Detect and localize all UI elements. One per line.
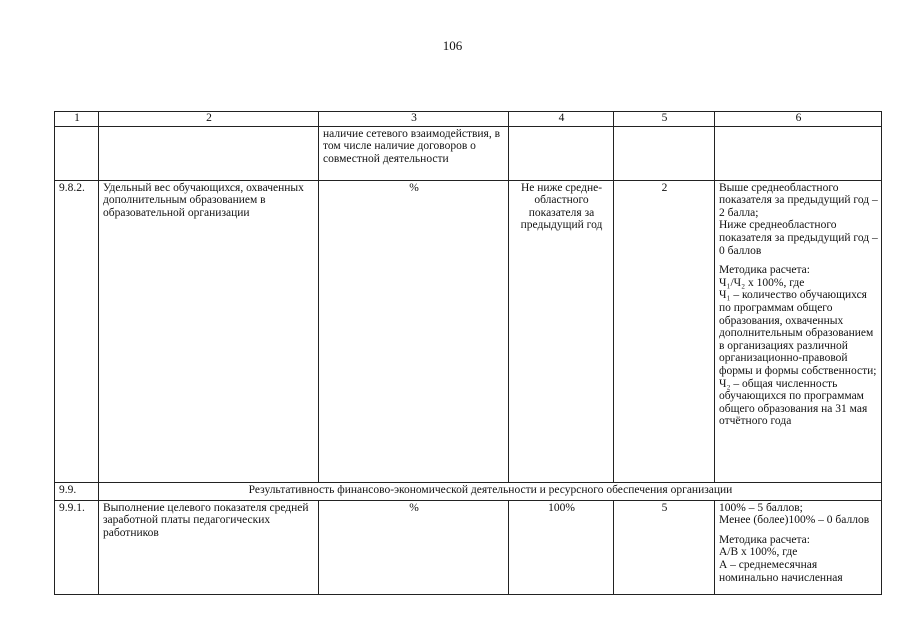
criteria-cell [715, 180, 882, 482]
method-title: Методика расчета: [719, 533, 810, 546]
table-cell [99, 126, 319, 180]
formula: А/В х 100%, где [719, 546, 798, 559]
table-cell [55, 126, 99, 180]
column-header: 1 [55, 112, 99, 127]
column-header: 2 [99, 112, 319, 127]
formula: Ч₁/Ч₂ х 100%, где [719, 276, 805, 289]
column-header: 5 [614, 112, 715, 127]
criteria-text: Выше среднеобластного показателя за предыдущий год – 2 балла; [719, 181, 878, 219]
table-cell [509, 126, 614, 180]
score-cell: 2 [614, 180, 715, 482]
target-value: 100% [509, 500, 614, 594]
table-row [55, 126, 882, 180]
target-value: Не ниже средне-областного показателя за предыдущий год [509, 180, 614, 482]
criteria-text: 100% – 5 баллов; [719, 501, 803, 514]
criteria-text: Ниже среднеобластного показателя за предыдущий год – 0 баллов [719, 219, 878, 257]
row-number: 9.9. [55, 482, 99, 500]
formula-definition: Ч₂ – общая численность обучающихся по программам общего образования на 31 мая отчётного года [719, 377, 868, 428]
table-cell: наличие сетевого взаимодействия, в том числе наличие договоров о совместной деятельности [319, 126, 509, 180]
page-number: 106 [442, 38, 463, 53]
indicator-name: Удельный вес обучающихся, охваченных дополнительным образованием в образовательной организации [99, 180, 319, 482]
unit-cell: % [319, 500, 509, 594]
column-header: 3 [319, 112, 509, 127]
section-row [55, 482, 882, 500]
formula-definition: Ч₁ – количество обучающихся по программам общего образования, охваченных дополнительным образованием в организациях различной организационно-правовой формы и формы собственности; [719, 289, 877, 377]
section-title: Результативность финансово-экономической деятельности и ресурсного обеспечения организации [99, 482, 882, 500]
formula-definition: А – среднемесячная номинально начисленная [719, 558, 843, 584]
criteria-cell [715, 500, 882, 594]
table-cell [614, 126, 715, 180]
row-number: 9.9.1. [55, 500, 99, 594]
table-cell [715, 126, 882, 180]
criteria-text: Менее (более)100% – 0 баллов [719, 514, 870, 527]
table-header-row [55, 112, 882, 127]
method-title: Методика расчета: [719, 264, 810, 277]
column-header: 6 [715, 112, 882, 127]
criteria-table [54, 111, 882, 595]
row-number: 9.8.2. [55, 180, 99, 482]
table-row [55, 180, 882, 482]
unit-cell: % [319, 180, 509, 482]
table-row [55, 500, 882, 594]
column-header: 4 [509, 112, 614, 127]
score-cell: 5 [614, 500, 715, 594]
indicator-name: Выполнение целевого показателя средней заработной платы педагогических работников [99, 500, 319, 594]
